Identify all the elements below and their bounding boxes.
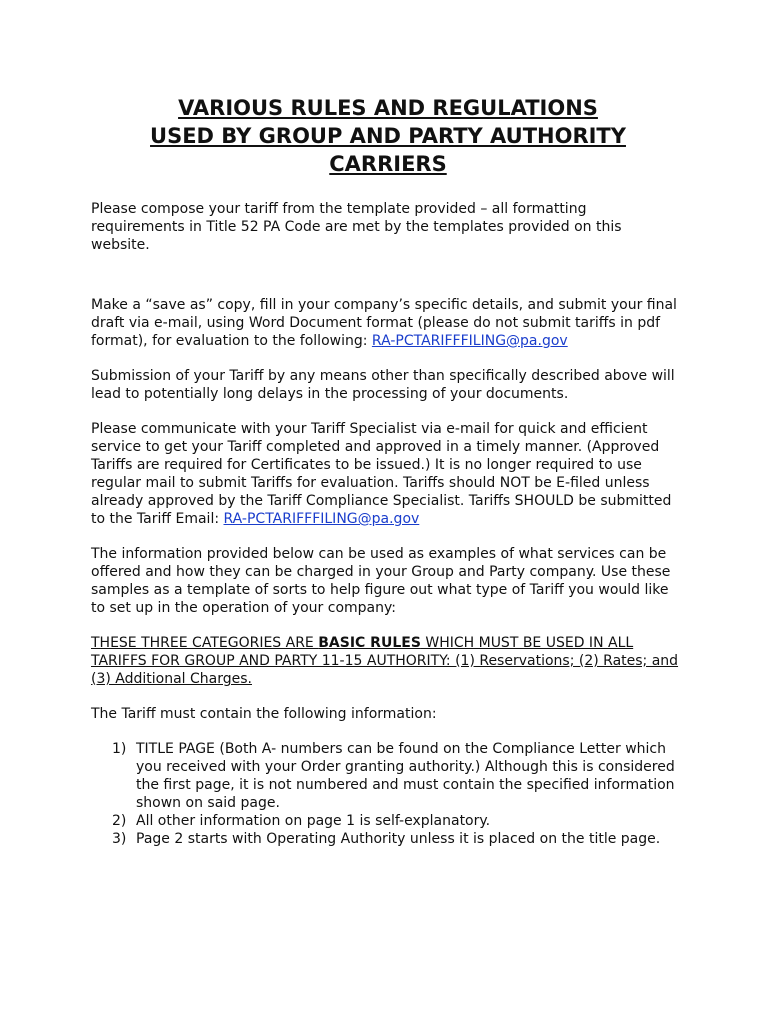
save-as-paragraph [91, 296, 681, 350]
list-item [91, 740, 681, 812]
title-line-1: VARIOUS RULES AND REGULATIONS [178, 96, 598, 120]
must-contain-paragraph: The Tariff must contain the following information: [91, 706, 437, 722]
document-page [91, 94, 681, 848]
basic-rules-suffix: WHICH MUST BE USED IN ALL TARIFFS FOR GROUP AND PARTY 11-15 AUTHORITY: (1) Reservations; (2) Rates; and (3) Additional Charges. [91, 635, 679, 687]
title-line-2: USED BY GROUP AND PARTY AUTHORITY [150, 124, 626, 148]
list-item-number: 3) [112, 831, 127, 847]
communicate-paragraph [91, 420, 681, 528]
email-link[interactable]: RA-PCTARIFFFILING@pa.gov [223, 511, 420, 527]
communicate-text: Please communicate with your Tariff Specialist via e-mail for quick and efficient service to get your Tariff completed and approved in a timely manner. (Approved Tariffs are required for Certificates to be issued.) It is no longer required to use regular mail to submit Tariffs for evaluation. Tariffs should NOT be E-filed unless already approved by the Tariff Compliance Specialist. Tariffs SHOULD be submitted to the Tariff Email: [91, 421, 672, 527]
spacer [91, 688, 681, 705]
requirements-list [91, 740, 681, 848]
information-paragraph: The information provided below can be used as examples of what services can be offered and how they can be charged in your Group and Party company. Use these samples as a template of sorts to help figure out what type of Tariff you would like to set up in the operation of your company: [91, 546, 671, 616]
submission-paragraph: Submission of your Tariff by any means other than specifically described above will lead to potentially long delays in the processing of your documents. [91, 368, 675, 402]
spacer [91, 528, 681, 545]
list-item-number: 1) [112, 741, 127, 757]
email-link[interactable]: RA-PCTARIFFFILING@pa.gov [371, 333, 568, 349]
basic-rules-paragraph [91, 634, 681, 688]
intro-paragraph: Please compose your tariff from the template provided – all formatting requirements in Title 52 PA Code are met by the templates provided on this website. [91, 201, 622, 253]
title-line-3: CARRIERS [329, 152, 447, 176]
document-title [91, 94, 681, 178]
spacer [91, 617, 681, 634]
list-item [91, 830, 681, 848]
spacer [91, 723, 681, 740]
list-item-text: All other information on page 1 is self-explanatory. [136, 813, 491, 829]
list-item-number: 2) [112, 813, 127, 829]
list-item-text: TITLE PAGE (Both A- numbers can be found on the Compliance Letter which you received with your Order granting authority.) Although this is considered the first page, it is not numbered and must contain the specified information shown on said page. [136, 741, 675, 811]
spacer [91, 403, 681, 420]
save-as-text: Make a “save as” copy, fill in your company’s specific details, and submit your final draft via e-mail, using Word Document format (please do not submit tariffs in pdf format), for evaluation to the following: [91, 297, 677, 349]
spacer [91, 350, 681, 367]
list-item-text: Page 2 starts with Operating Authority unless it is placed on the title page. [136, 831, 661, 847]
spacer [91, 254, 681, 296]
basic-rules-prefix: THESE THREE CATEGORIES ARE [91, 635, 319, 651]
basic-rules-bold: BASIC RULES [318, 635, 421, 651]
list-item [91, 812, 681, 830]
